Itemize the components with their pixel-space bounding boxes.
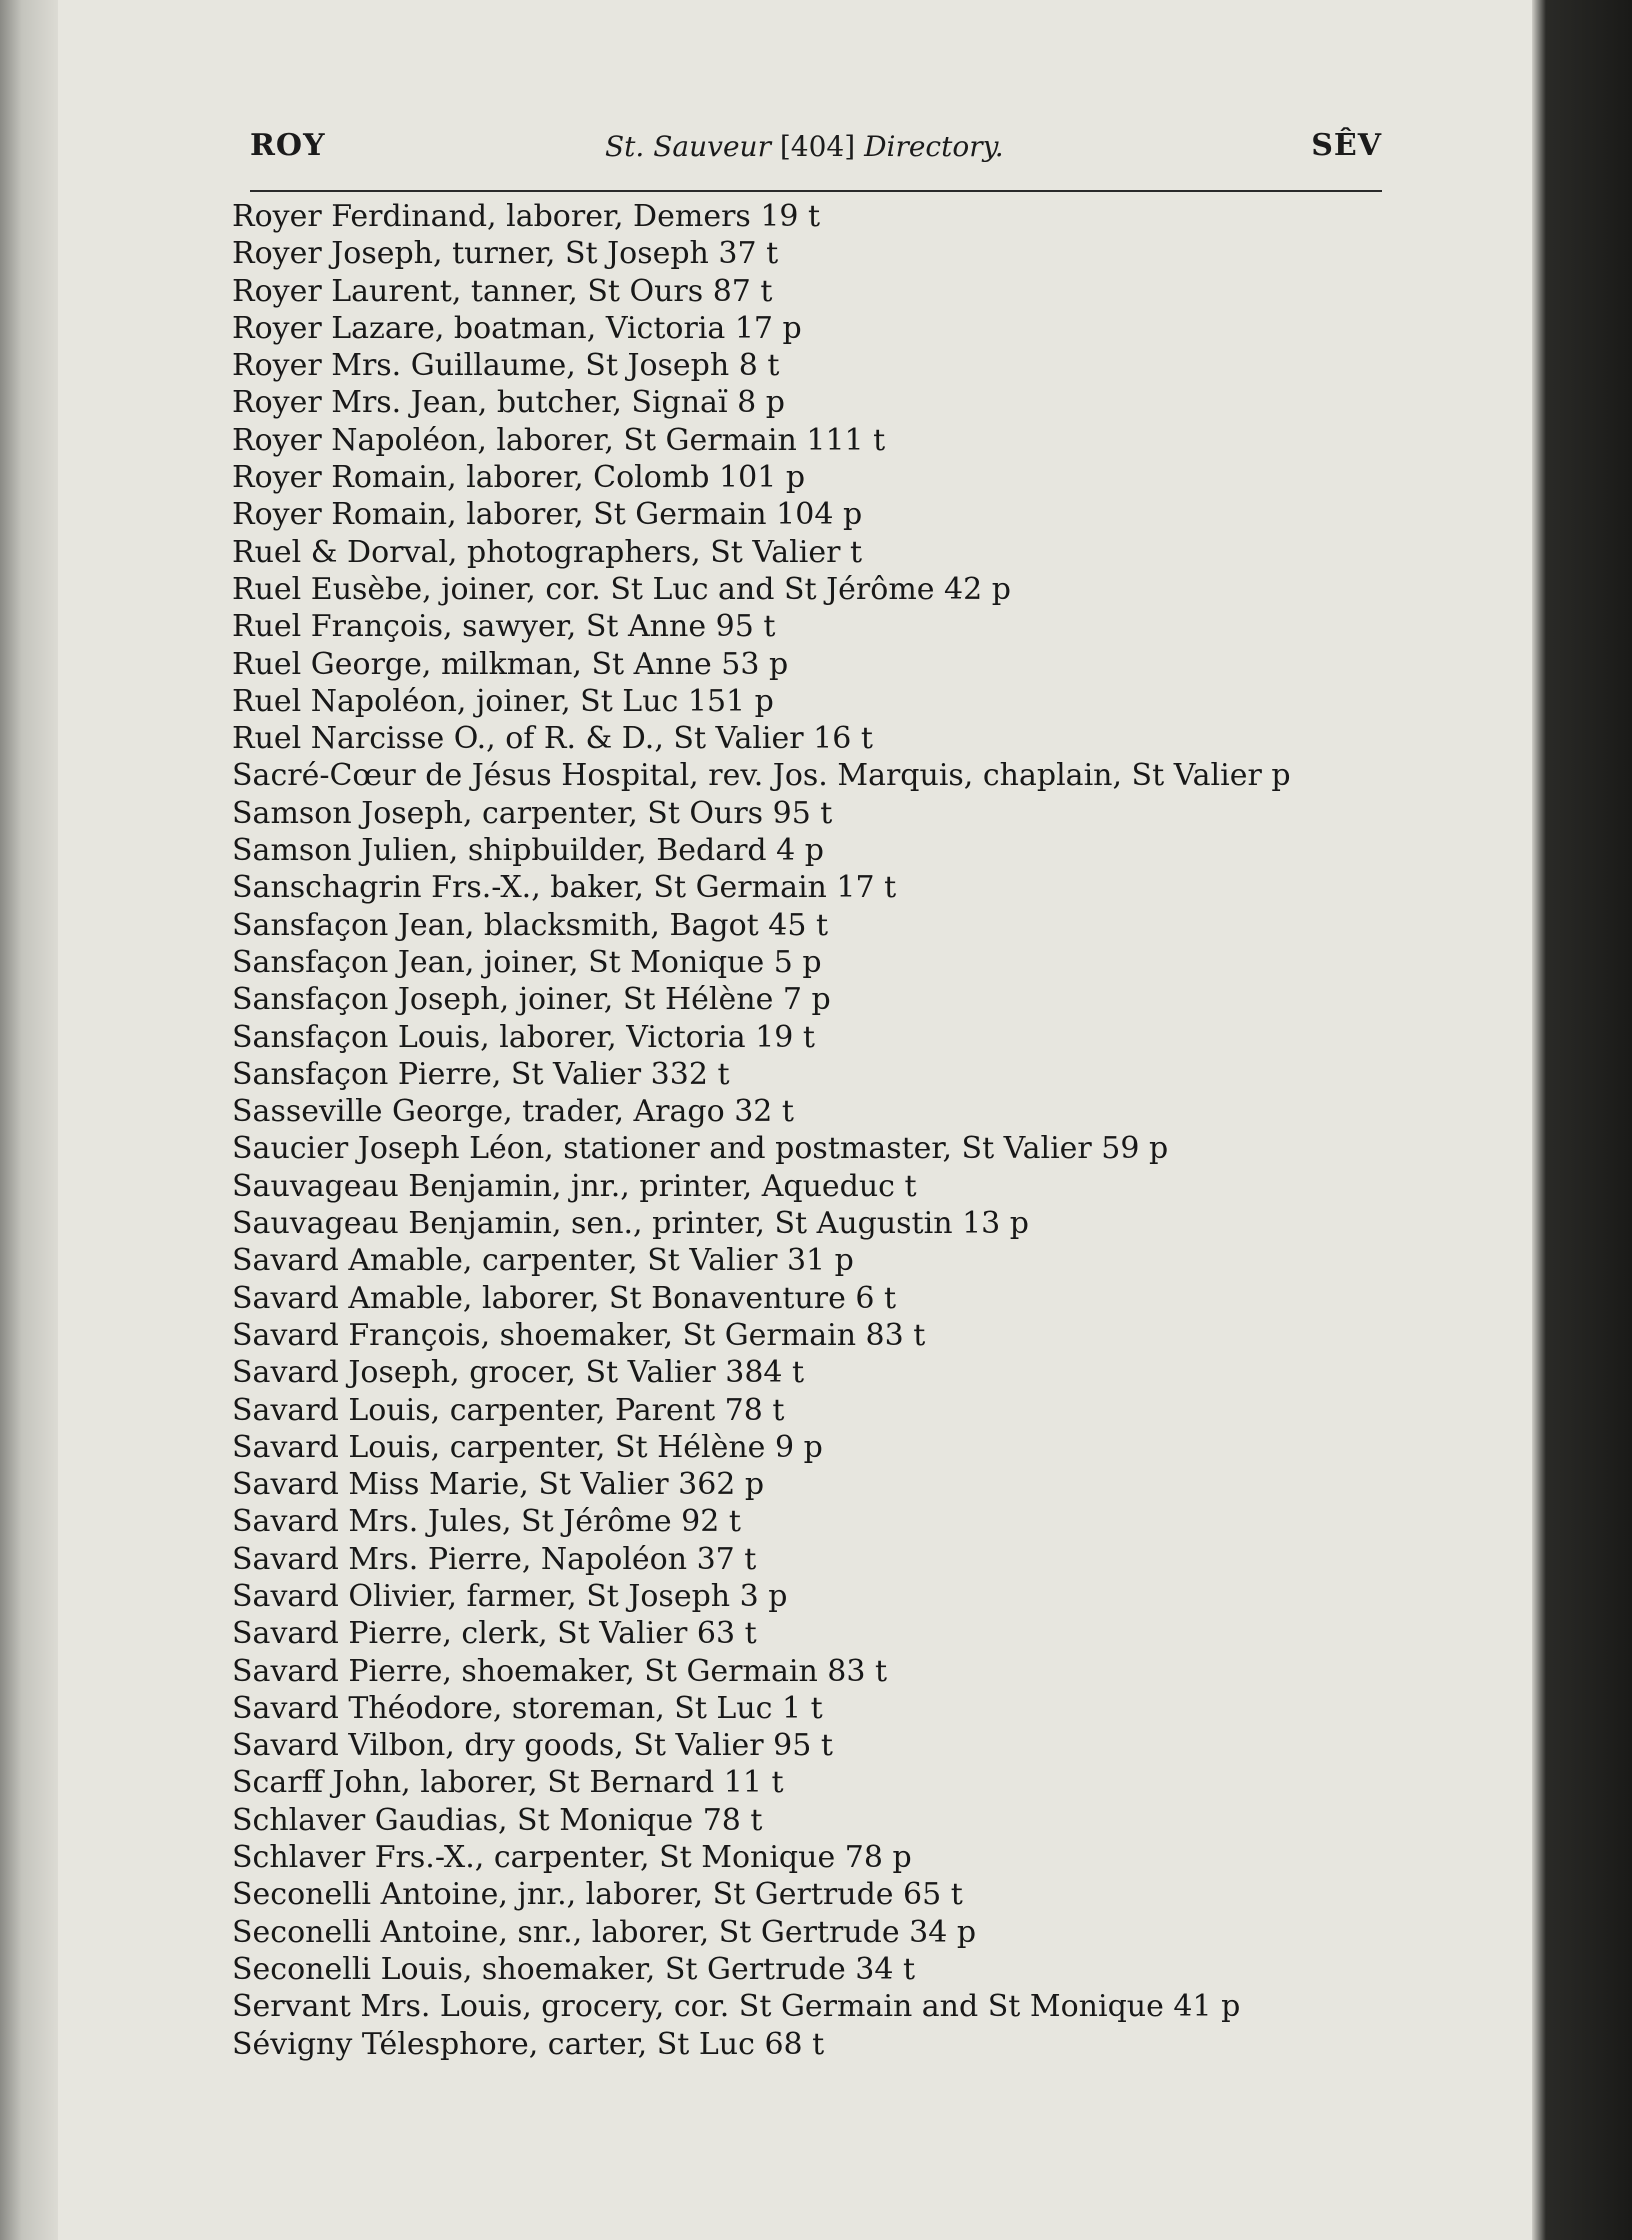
directory-entry: Savard Théodore, storeman, St Luc 1 t [232,1690,823,1726]
directory-entry: Samson Julien, shipbuilder, Bedard 4 p [232,833,824,869]
directory-entry: Sanschagrin Frs.-X., baker, St Germain 17 t [232,870,897,906]
directory-entry: Savard Amable, laborer, St Bonaventure 6 t [232,1280,897,1316]
directory-entry: Royer Ferdinand, laborer, Demers 19 t [232,199,821,234]
directory-entry: Samson Joseph, carpenter, St Ours 95 t [232,795,833,831]
directory-entry: Savard Joseph, grocer, St Valier 384 t [232,1355,805,1391]
header-rule [250,190,1382,192]
running-header [250,124,1382,174]
directory-entry: Royer Mrs. Jean, butcher, Signaï 8 p [232,385,785,421]
directory-entry: Savard Miss Marie, St Valier 362 p [232,1467,765,1503]
directory-entry: Sévigny Télesphore, carter, St Luc 68 t [232,2026,825,2062]
directory-entry: Ruel George, milkman, St Anne 53 p [232,646,789,682]
directory-entry: Sacré-Cœur de Jésus Hospital, rev. Jos. Marquis, chaplain, St Valier p [232,758,1291,794]
directory-entry: Savard Vilbon, dry goods, St Valier 95 t [232,1728,833,1764]
directory-entry: Sansfaçon Jean, blacksmith, Bagot 45 t [232,907,829,943]
directory-entry: Sansfaçon Joseph, joiner, St Hélène 7 p [232,982,831,1018]
directory-entry: Seconelli Antoine, jnr., laborer, St Gertrude 65 t [232,1877,963,1913]
header-left-surname: ROY [250,128,326,163]
directory-entry: Seconelli Louis, shoemaker, St Gertrude 34 t [232,1951,916,1987]
directory-entry: Sansfaçon Pierre, St Valier 332 t [232,1056,730,1092]
header-title-prefix: St. Sauveur [605,130,771,163]
directory-entry: Savard François, shoemaker, St Germain 83 t [232,1317,926,1353]
directory-entry: Ruel & Dorval, photographers, St Valier t [232,534,863,570]
directory-entry: Seconelli Antoine, snr., laborer, St Gertrude 34 p [232,1914,977,1950]
directory-entry: Sansfaçon Jean, joiner, St Monique 5 p [232,944,822,980]
directory-entry: Ruel Narcisse O., of R. & D., St Valier 16 t [232,721,873,757]
directory-entry: Ruel Eusèbe, joiner, cor. St Luc and St Jérôme 42 p [232,571,1011,607]
directory-entry: Savard Louis, carpenter, St Hélène 9 p [232,1429,823,1465]
directory-entry: Royer Romain, laborer, Colomb 101 p [232,460,806,496]
book-spine [1532,0,1632,2240]
directory-entry: Savard Olivier, farmer, St Joseph 3 p [232,1578,788,1614]
directory-entry: Sauvageau Benjamin, jnr., printer, Aqueduc t [232,1168,917,1204]
directory-entry: Ruel François, sawyer, St Anne 95 t [232,609,776,645]
directory-entry: Sasseville George, trader, Arago 32 t [232,1094,794,1130]
directory-entry: Savard Amable, carpenter, St Valier 31 p [232,1243,854,1279]
header-title [605,130,1004,163]
header-right-surname: SÊV [1311,128,1382,163]
directory-entry: Royer Napoléon, laborer, St Germain 111 t [232,422,886,458]
directory-entry: Schlaver Frs.-X., carpenter, St Monique 78 p [232,1840,912,1876]
directory-entry: Savard Pierre, shoemaker, St Germain 83 t [232,1653,888,1689]
directory-entry: Royer Mrs. Guillaume, St Joseph 8 t [232,348,780,384]
directory-entry: Savard Pierre, clerk, St Valier 63 t [232,1616,757,1652]
directory-entry: Ruel Napoléon, joiner, St Luc 151 p [232,683,774,719]
directory-entry: Royer Lazare, boatman, Victoria 17 p [232,310,802,346]
directory-entry: Savard Mrs. Jules, St Jérôme 92 t [232,1504,741,1540]
directory-entry: Scarff John, laborer, St Bernard 11 t [232,1765,784,1801]
directory-entry: Sansfaçon Louis, laborer, Victoria 19 t [232,1019,815,1055]
directory-entry: Savard Mrs. Pierre, Napoléon 37 t [232,1541,757,1577]
directory-entry: Royer Laurent, tanner, St Ours 87 t [232,273,773,309]
directory-entry: Saucier Joseph Léon, stationer and postmaster, St Valier 59 p [232,1131,1169,1167]
directory-entry: Royer Romain, laborer, St Germain 104 p [232,497,863,533]
directory-entry: Royer Joseph, turner, St Joseph 37 t [232,236,779,272]
directory-entries-list [232,198,1482,2063]
directory-entry: Servant Mrs. Louis, grocery, cor. St Germain and St Monique 41 p [232,1989,1241,2025]
directory-entry: Sauvageau Benjamin, sen., printer, St Augustin 13 p [232,1206,1029,1242]
header-title-suffix: Directory. [864,130,1004,163]
page-number: [404] [779,130,856,163]
directory-entry: Savard Louis, carpenter, Parent 78 t [232,1392,785,1428]
page-edge-shadow [0,0,58,2240]
directory-entry: Schlaver Gaudias, St Monique 78 t [232,1802,763,1838]
